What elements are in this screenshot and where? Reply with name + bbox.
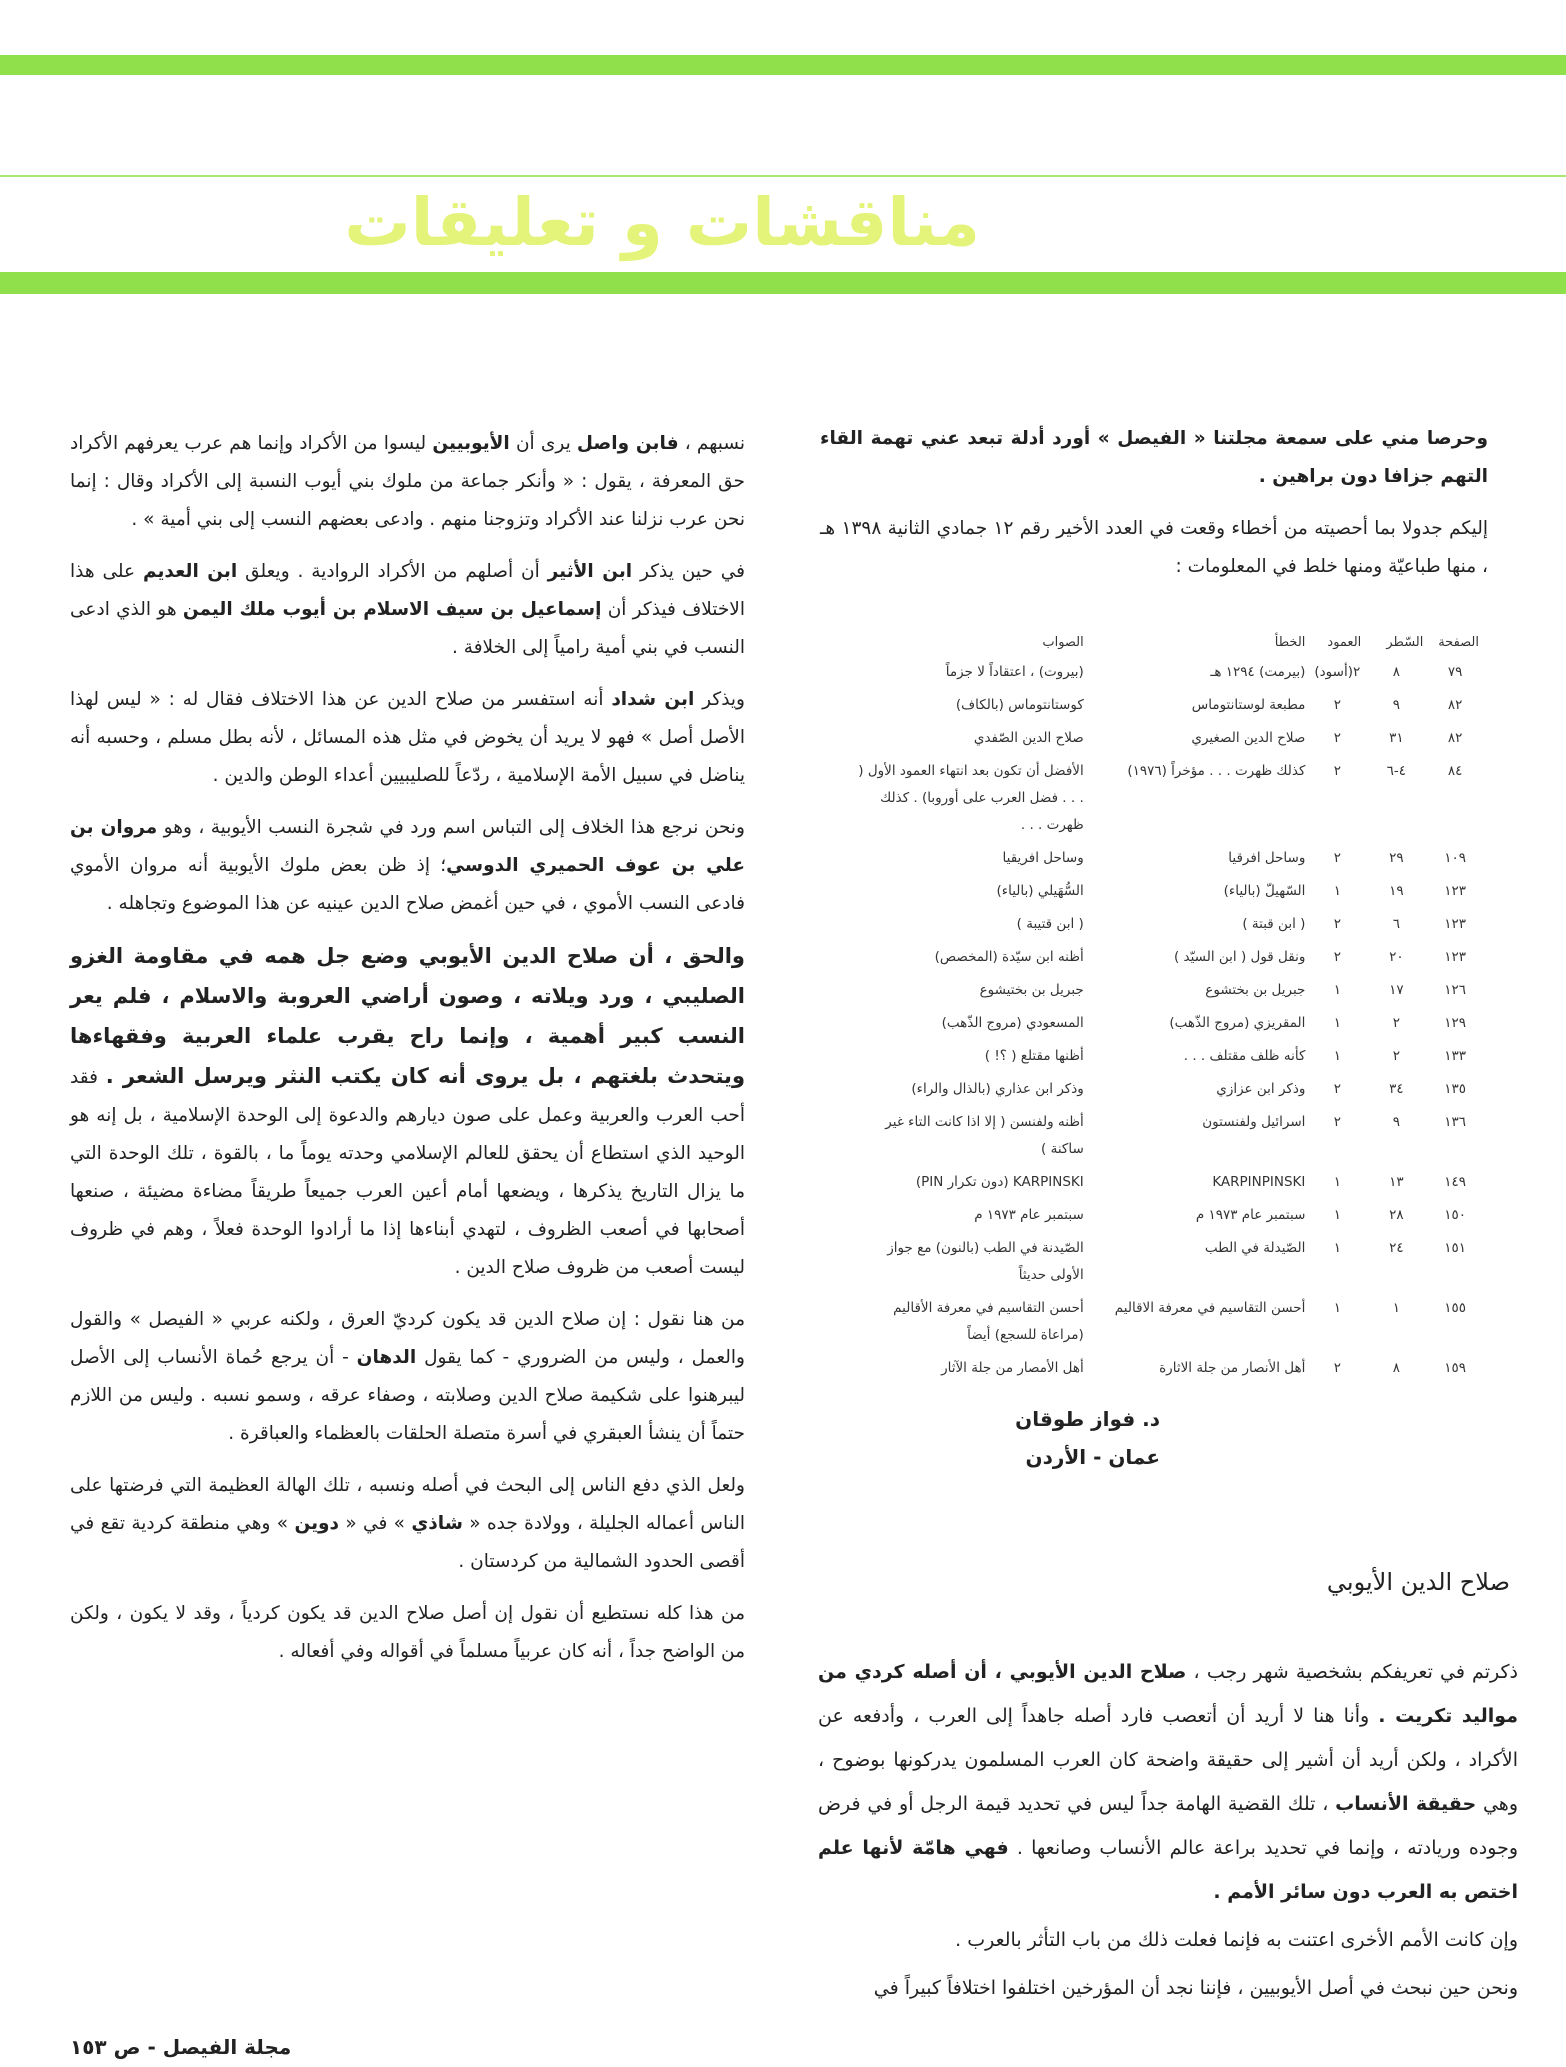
errata-row: [848, 1106, 1483, 1166]
errata-cell-error: أحسن التقاسيم في معرفة الاقاليم: [1114, 1300, 1306, 1316]
errata-cell-column: ١: [1333, 1207, 1341, 1223]
errata-cell-correction: أظنه ولفنسن ( إلا اذا كانت التاء غير ساكنة ): [885, 1114, 1084, 1157]
text-run-bold: مروان بن علي بن عوف الحميري الدوسي: [70, 817, 745, 876]
text-run-bold: صلاح الدين الأيوبي ، أن أصله كردي من مواليد تكريت .: [818, 1661, 1518, 1727]
header-column: العمود: [1327, 635, 1362, 650]
errata-cell-column: ٢(أسود): [1314, 664, 1361, 680]
text-run: ، تلك القضية الهامة جداً ليس في تحديد قيمة الرجل أو في فرض وجوده وريادته ، وإنما في تحديد براعة عالم الأنساب وصانعها .: [818, 1793, 1518, 1859]
errata-cell-line: ٨: [1392, 1360, 1400, 1376]
text-run: ذكرتم في تعريفكم بشخصية شهر رجب ،: [1186, 1661, 1518, 1683]
article-paragraph: [70, 553, 745, 667]
text-run-bold: إسماعيل بن سيف الاسلام بن أيوب ملك اليمن: [182, 599, 602, 620]
article-paragraph: [818, 1650, 1518, 1914]
errata-cell-line: ٢٩: [1389, 850, 1404, 866]
errata-cell-error: وذكر ابن عزازي: [1216, 1081, 1306, 1097]
errata-cell-error: KARPINPINSKI: [1212, 1174, 1306, 1190]
errata-row: [848, 941, 1483, 974]
errata-intro: [820, 420, 1488, 600]
errata-row: [848, 755, 1483, 842]
errata-cell-column: ١: [1333, 1300, 1341, 1316]
text-run-bold: والحق ، أن صلاح الدين الأيوبي وضع جل همه في مقاومة الغزو الصليبي ، ورد ويلاته ، وصون أراضي العروبة والاسلام ، فلم يعر النسب كبير أهمية ، وإنما راح يقرب علماء العربية وفقهاءها ويتحدث بلغتهم ، بل يروى أنه كان يكتب النثر ويرسل الشعر .: [70, 944, 745, 1088]
errata-cell-column: ١: [1333, 1174, 1341, 1190]
errata-cell-page: ١٤٩: [1444, 1174, 1467, 1190]
errata-cell-column: ٢: [1333, 916, 1341, 932]
errata-cell-line: ١: [1392, 1300, 1400, 1316]
errata-cell-column: ٢: [1333, 949, 1341, 965]
text-run-bold: الدهان: [356, 1347, 417, 1368]
text-run: ولعل الذي دفع الناس إلى البحث في أصله ونسبه ، تلك الهالة العظيمة التي فرضتها على الناس أعماله الجليلة ، وولادة جده «: [70, 1475, 745, 1534]
errata-cell-page: ٨٢: [1447, 730, 1463, 746]
errata-row: [848, 1040, 1483, 1073]
article-paragraph: وإن كانت الأمم الأخرى اعتنت به فإنما فعلت ذلك من باب التأثر بالعرب .: [955, 1929, 1518, 1951]
errata-cell-line: ١٣: [1389, 1174, 1404, 1190]
text-run: » في «: [339, 1513, 412, 1534]
errata-cell-error: الصّيدلة في الطب: [1204, 1240, 1306, 1256]
errata-cell-correction: ( ابن قتيبة ): [1016, 916, 1084, 932]
header-line: السّطر: [1386, 635, 1424, 650]
errata-cell-line: ١٩: [1389, 883, 1404, 899]
errata-cell-column: ١: [1333, 1015, 1341, 1031]
errata-row: [848, 1199, 1483, 1232]
errata-row: [848, 842, 1483, 875]
errata-cell-error: ( ابن قبتة ): [1242, 916, 1306, 932]
article-paragraph: [70, 681, 745, 795]
text-run-bold: الأيوبيين: [432, 433, 510, 454]
text-run: أنه استفسر من صلاح الدين عن هذا الاختلاف فقال له : « ليس لهذا الأصل أصل » فهو لا يريد أن يخوض في مثل هذه المسائل ، لأنه بطل مسلم ، وحسبه أنه يناضل في سبيل الأمة الإسلامية ، ردّعاً للصليبيين أعداء الوطن والدين .: [70, 689, 745, 786]
errata-cell-error: أهل الأنصار من جلة الاثارة: [1159, 1360, 1306, 1376]
top-accent-bar: [0, 55, 1566, 75]
errata-cell-error: جبريل بن بختشوع: [1205, 982, 1306, 998]
header-page: الصفحة: [1438, 635, 1479, 650]
errata-cell-column: ٢: [1333, 850, 1341, 866]
errata-cell-error: السّهيلّ (بالياء): [1223, 883, 1306, 899]
errata-cell-page: ١٢٣: [1444, 916, 1467, 932]
errata-cell-page: ١٠٩: [1444, 850, 1467, 866]
text-run: من هنا نقول : إن صلاح الدين قد يكون كرديّ العرق ، ولكنه عربي « الفيصل » والقول والعمل ، وليس من الضروري - كما يقول: [70, 1309, 745, 1368]
signature-name: د. فواز طوقان: [1015, 1407, 1160, 1431]
errata-cell-correction: الصّيدنة في الطب (بالنون) مع جواز الأولى حديثاً: [887, 1240, 1084, 1283]
text-run: في حين يذكر: [632, 561, 746, 582]
errata-cell-line: ٩: [1392, 697, 1400, 713]
errata-cell-page: ١٣٥: [1444, 1081, 1467, 1097]
errata-cell-column: ٢: [1333, 1360, 1341, 1376]
errata-cell-line: ٩: [1392, 1114, 1400, 1130]
header-correction: الصواب: [1042, 635, 1084, 650]
errata-table: [848, 635, 1483, 1385]
text-run-bold: دوين: [294, 1513, 340, 1534]
errata-cell-correction: (بيروت) ، اعتقاداً لا جزماً: [945, 664, 1084, 680]
text-run-bold: حقيقة الأنساب: [1335, 1793, 1477, 1815]
errata-cell-correction: المسعودي (مروج الذّهب): [941, 1015, 1084, 1031]
errata-cell-line: ٢: [1392, 1015, 1400, 1031]
errata-cell-line: ٣٤: [1389, 1081, 1404, 1097]
article-paragraph: [70, 809, 745, 923]
errata-cell-correction: السُّهَيلي (بالياء): [996, 883, 1084, 899]
text-run: ليسوا من الأكراد وإنما هم عرب يعرفهم الأكراد حق المعرفة ، يقول : « وأنكر جماعة من ملوك بني أيوب النسبة إلى الأكراد وقال : إنما نحن عرب نزلنا عند الأكراد وتزوجنا منهم . وادعى بعضهم النسب إلى بني أمية » .: [70, 433, 745, 530]
errata-cell-column: ٢: [1333, 763, 1341, 779]
errata-cell-page: ١٢٣: [1444, 949, 1467, 965]
header-error: الخطأ: [1274, 635, 1306, 650]
errata-cell-correction: الأفضل أن تكون بعد انتهاء العمود الأول ( . . . فضل العرب على أوروبا) . كذلك ظهرت . . .: [858, 763, 1084, 833]
errata-cell-page: ١٢٦: [1444, 982, 1467, 998]
errata-cell-page: ١٥٥: [1444, 1300, 1467, 1316]
errata-cell-column: ٢: [1333, 1114, 1341, 1130]
errata-cell-error: مطبعة لوستانتوماس: [1191, 697, 1306, 713]
text-run: » وهي منطقة كردية تقع في أقصى الحدود الشمالية من كردستان .: [70, 1513, 745, 1572]
errata-cell-line: ٦: [1392, 916, 1400, 932]
text-run: ويذكر: [694, 689, 745, 710]
errata-cell-page: ١٢٣: [1444, 883, 1467, 899]
errata-cell-correction: أحسن التقاسيم في معرفة الأقاليم (مراعاة للسجع) أيضاً: [893, 1300, 1084, 1343]
text-run: وأنا هنا لا أريد أن أتعصب فارد أصله جاهداً إلى العرب ، وأدفعه عن الأكراد ، ولكن أريد أن أشير إلى حقيقة واضحة كان العرب المسلمون يدركونها بوضوح ، وهي: [818, 1705, 1518, 1815]
errata-cell-column: ٢: [1333, 697, 1341, 713]
errata-cell-line: ١٧: [1389, 982, 1404, 998]
article-paragraph: [70, 1467, 745, 1581]
errata-body: [848, 656, 1483, 1385]
text-run: - أن يرجع حُماة الأنساب إلى الأصل ليبرهنوا على شكيمة صلاح الدين وصلابته ، وصفاء عرقه ، وسمو نسبه . وليس من اللازم حتماً أن ينشأ العبقري في أسرة متصلة الحلقات بالعظماء والعباقرة .: [70, 1347, 745, 1444]
text-run-bold: شاذي: [411, 1513, 463, 1534]
errata-row: [848, 1352, 1483, 1385]
article-paragraph: من هذا كله نستطيع أن نقول إن أصل صلاح الدين قد يكون كردياً ، وقد لا يكون ، ولكن من الواضح جداً ، أنه كان عربياً مسلماً في أقواله وفي أفعاله .: [70, 1603, 745, 1662]
errata-row: [848, 1232, 1483, 1292]
article-title: صلاح الدين الأيوبي: [1326, 1568, 1510, 1596]
errata-cell-page: ١٣٦: [1444, 1114, 1467, 1130]
errata-row: [848, 974, 1483, 1007]
errata-cell-page: ١٥١: [1444, 1240, 1467, 1256]
errata-cell-error: كأنه ظلف مقتلف . . .: [1183, 1048, 1306, 1064]
text-run: على هذا الاختلاف فيذكر أن: [70, 561, 745, 620]
signature-place: عمان - الأردن: [1025, 1445, 1160, 1469]
errata-cell-error: سبتمبر عام ١٩٧٣ م: [1195, 1207, 1306, 1223]
errata-cell-error: كذلك ظهرت . . . مؤخراً (١٩٧٦): [1127, 763, 1306, 779]
errata-cell-line: ٨: [1392, 664, 1400, 680]
errata-cell-correction: KARPINSKI (دون تكرار PIN): [915, 1174, 1084, 1190]
errata-intro-text: إليكم جدولا بما أحصيته من أخطاء وقعت في العدد الأخير رقم ١٢ جمادي الثانية ١٣٩٨ هـ ، منها طباعيّة ومنها خلط في المعلومات :: [820, 518, 1488, 577]
errata-row: [848, 722, 1483, 755]
article-right-body: [818, 1650, 1518, 2014]
article-paragraph: ونحن حين نبحث في أصل الأيوبيين ، فإننا نجد أن المؤرخين اختلفوا اختلافاً كبيراً في: [873, 1977, 1518, 1999]
errata-cell-correction: وذكر ابن عذاري (بالذال والراء): [911, 1081, 1084, 1097]
text-run: ؛ إذ ظن بعض ملوك الأيوبية أنه مروان الأموي فادعى النسب الأموي ، في حين أغمض صلاح الدين عينيه عن هذا الموضوع وتجاهله .: [70, 855, 745, 914]
text-run-bold: فهي هامّة لأنها علم اختص به العرب دون سائر الأمم .: [818, 1837, 1518, 1903]
errata-row: [848, 875, 1483, 908]
page-footer: مجلة الفيصل - ص ١٥٣: [70, 2035, 292, 2059]
errata-header-row: [848, 635, 1483, 656]
errata-cell-error: وساحل افرقيا: [1228, 850, 1306, 866]
errata-cell-line: ٢: [1392, 1048, 1400, 1064]
errata-cell-correction: صلاح الدين الصّفدي: [973, 730, 1084, 746]
errata-intro-bold: وحرصا مني على سمعة مجلتنا « الفيصل » أورد أدلة تبعد عني تهمة القاء التهم جزافا دون براهين .: [820, 428, 1488, 487]
errata-cell-line: ٢٨: [1389, 1207, 1404, 1223]
errata-cell-page: ٨٤: [1447, 763, 1463, 779]
errata-row: [848, 1292, 1483, 1352]
errata-cell-line: ٢٤: [1389, 1240, 1404, 1256]
errata-cell-page: ١٥٩: [1444, 1360, 1467, 1376]
errata-cell-correction: وساحل افريقيا: [1002, 850, 1084, 866]
errata-cell-column: ١: [1333, 1240, 1341, 1256]
errata-cell-error: ونقل قول ( ابن السيّد ): [1173, 949, 1306, 965]
errata-cell-correction: أظنها مقتلع ( ؟! ): [984, 1048, 1084, 1064]
text-run-bold: ابن الأثير: [547, 561, 633, 582]
errata-cell-line: ٣١: [1389, 730, 1404, 746]
errata-cell-page: ١٣٣: [1444, 1048, 1467, 1064]
errata-row: [848, 1007, 1483, 1040]
text-run: هو الذي ادعى النسب في بني أمية رامياً إلى الخلافة .: [70, 599, 745, 658]
errata-row: [848, 656, 1483, 689]
errata-cell-column: ١: [1333, 883, 1341, 899]
errata-cell-correction: سبتمبر عام ١٩٧٣ م: [974, 1207, 1084, 1223]
errata-row: [848, 1073, 1483, 1106]
errata-row: [848, 1166, 1483, 1199]
article-left-body: [70, 425, 745, 1685]
text-run: نسبهم ،: [678, 433, 745, 454]
errata-cell-column: ٢: [1333, 730, 1341, 746]
errata-cell-error: اسرائيل ولفنستون: [1202, 1114, 1306, 1130]
errata-cell-column: ٢: [1333, 1081, 1341, 1097]
text-run: فقد أحب العرب والعربية وعمل على صون ديارهم والدعوة إلى الوحدة الإسلامية ، بل إنه هو الوحيد الذي استطاع أن يحقق للعالم الإسلامي وحدته يوماً ما ، بالقوة ، تلك الوحدة التي ما يزال التاريخ يذكرها ، ويضعها أمام أعين العرب جميعاً طريقاً مضاءة مضيئة ، صنعها أصحابها في أصعب الظروف ، لتهدي أبناءها إذا ما أرادوا الوحدة فعلاً ، وهم في ظروف ليست أصعب من ظروف صلاح الدين .: [70, 1067, 745, 1278]
errata-cell-correction: كوستانتوماس (بالكاف): [955, 697, 1084, 713]
text-run: أن أصلهم من الأكراد الروادية . ويعلق: [237, 561, 548, 582]
errata-cell-line: ٤-٦: [1386, 763, 1407, 779]
errata-cell-page: ٧٩: [1447, 664, 1463, 680]
article-paragraph: [70, 1301, 745, 1453]
errata-cell-correction: أهل الأمصار من جلة الآثار: [941, 1360, 1084, 1376]
text-run-bold: ابن شداد: [611, 689, 695, 710]
errata-row: [848, 908, 1483, 941]
text-run-bold: فابن واصل: [576, 433, 679, 454]
signature: [960, 1400, 1160, 1476]
errata-cell-column: ١: [1333, 1048, 1341, 1064]
text-run-bold: ابن العديم: [142, 561, 238, 582]
errata-cell-line: ٢٠: [1389, 949, 1404, 965]
text-run: يرى أن: [509, 433, 577, 454]
errata-cell-error: المقريزي (مروج الذّهب): [1169, 1015, 1306, 1031]
errata-cell-column: ١: [1333, 982, 1341, 998]
errata-cell-page: ١٢٩: [1444, 1015, 1467, 1031]
errata-row: [848, 689, 1483, 722]
text-run: ونحن نرجع هذا الخلاف إلى التباس اسم ورد في شجرة النسب الأيوبية ، وهو: [157, 817, 745, 838]
errata-cell-page: ٨٢: [1447, 697, 1463, 713]
section-title: مناقشات و تعليقات: [344, 184, 980, 261]
errata-cell-error: (بيرمت) ١٢٩٤ هـ: [1210, 664, 1306, 680]
errata-cell-error: صلاح الدين الصغيري: [1191, 730, 1306, 746]
article-paragraph: [70, 937, 745, 1287]
bottom-accent-bar: [0, 272, 1566, 294]
errata-cell-page: ١٥٠: [1444, 1207, 1467, 1223]
article-paragraph: [70, 425, 745, 539]
errata-cell-correction: أظنه ابن سيّدة (المخصص): [934, 949, 1084, 965]
errata-cell-correction: جبريل بن بختيشوع: [979, 982, 1084, 998]
